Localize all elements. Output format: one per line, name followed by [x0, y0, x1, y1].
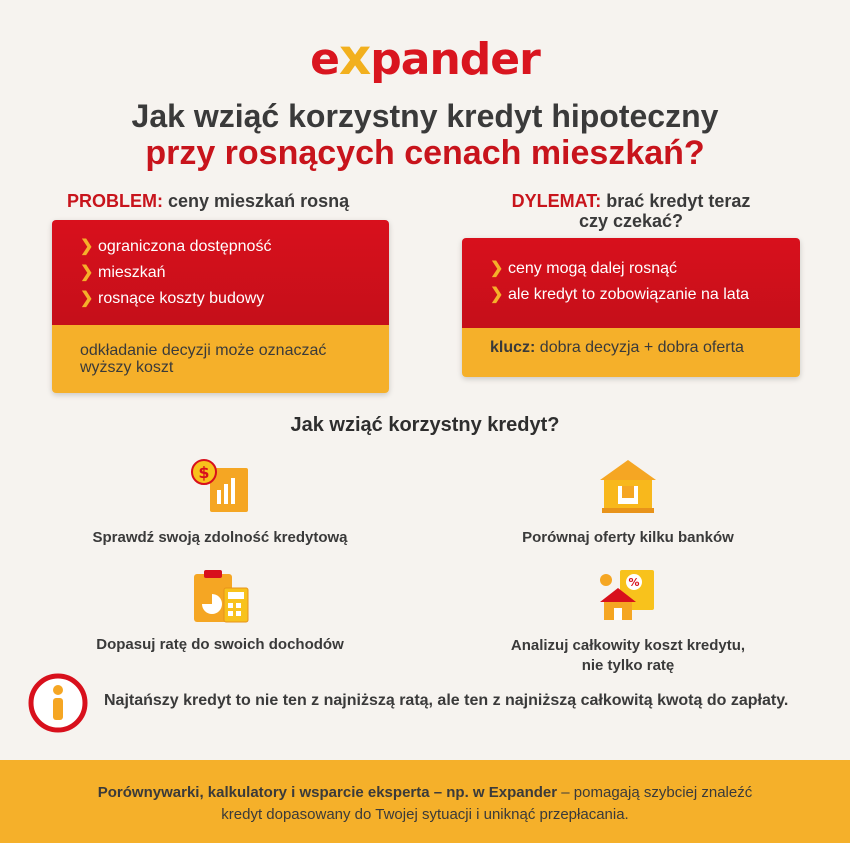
chevron-icon: ❯ [80, 290, 94, 307]
expander-logo: expander [310, 28, 540, 86]
tip-caption: Porównaj oferty kilku banków [522, 529, 734, 546]
problem-list [52, 220, 389, 325]
list-item: ❯ mieszkań [80, 264, 166, 281]
section-title: Jak wziąć korzystny kredyt? [290, 414, 560, 436]
calculator-clipboard-icon [190, 568, 250, 624]
chevron-icon: ❯ [490, 260, 504, 277]
tip-caption: Analizuj całkowity koszt kredytu, nie tylko ratę [510, 637, 746, 674]
title-line-1: Jak wziąć korzystny kredyt hipoteczny [131, 98, 719, 134]
list-item: ❯ ale kredyt to zobowiązanie na lata [490, 286, 750, 303]
dollar-document-icon [190, 458, 250, 514]
tip-caption: Sprawdź swoją zdolność kredytową [92, 529, 348, 546]
problem-card [52, 220, 389, 393]
chevron-icon: ❯ [80, 264, 94, 281]
footer-line-2: kredyt dopasowany do Twojej sytuacji i uniknąć przepłacania. [221, 806, 629, 823]
info-icon [28, 673, 88, 733]
problem-note: odkładanie decyzji może oznaczać wyższy koszt [52, 325, 389, 393]
dilemma-list [462, 238, 800, 328]
bank-icon [598, 458, 658, 514]
svg-text:%: % [628, 576, 640, 589]
list-item: ❯ ograniczona dostępność [80, 238, 272, 255]
title-line-2: przy rosnących cenach mieszkań? [145, 134, 705, 172]
svg-text:$: $ [198, 463, 210, 482]
chevron-icon: ❯ [80, 238, 94, 255]
info-text: Najtańszy kredyt to nie ten z najniższą ratą, ale ten z najniższą całkowitą kwotą do zapłaty. [104, 692, 789, 709]
house-percent-icon [598, 568, 658, 624]
footer-banner [0, 760, 850, 843]
dilemma-key: klucz: dobra decyzja + dobra oferta [462, 328, 800, 377]
footer-line-1: Porównywarki, kalkulatory i wsparcie eksperta – np. w Expander – pomagają szybciej znaleźć [97, 784, 753, 801]
tip-caption: Dopasuj ratę do swoich dochodów [96, 636, 344, 653]
dilemma-heading: DYLEMAT: brać kredyt teraz czy czekać? [511, 191, 751, 231]
dilemma-card [462, 238, 800, 377]
list-item: ❯ ceny mogą dalej rosnąć [490, 260, 677, 277]
list-item: ❯ rosnące koszty budowy [80, 290, 265, 307]
problem-heading: PROBLEM: ceny mieszkań rosną [67, 191, 350, 211]
chevron-icon: ❯ [490, 286, 504, 303]
